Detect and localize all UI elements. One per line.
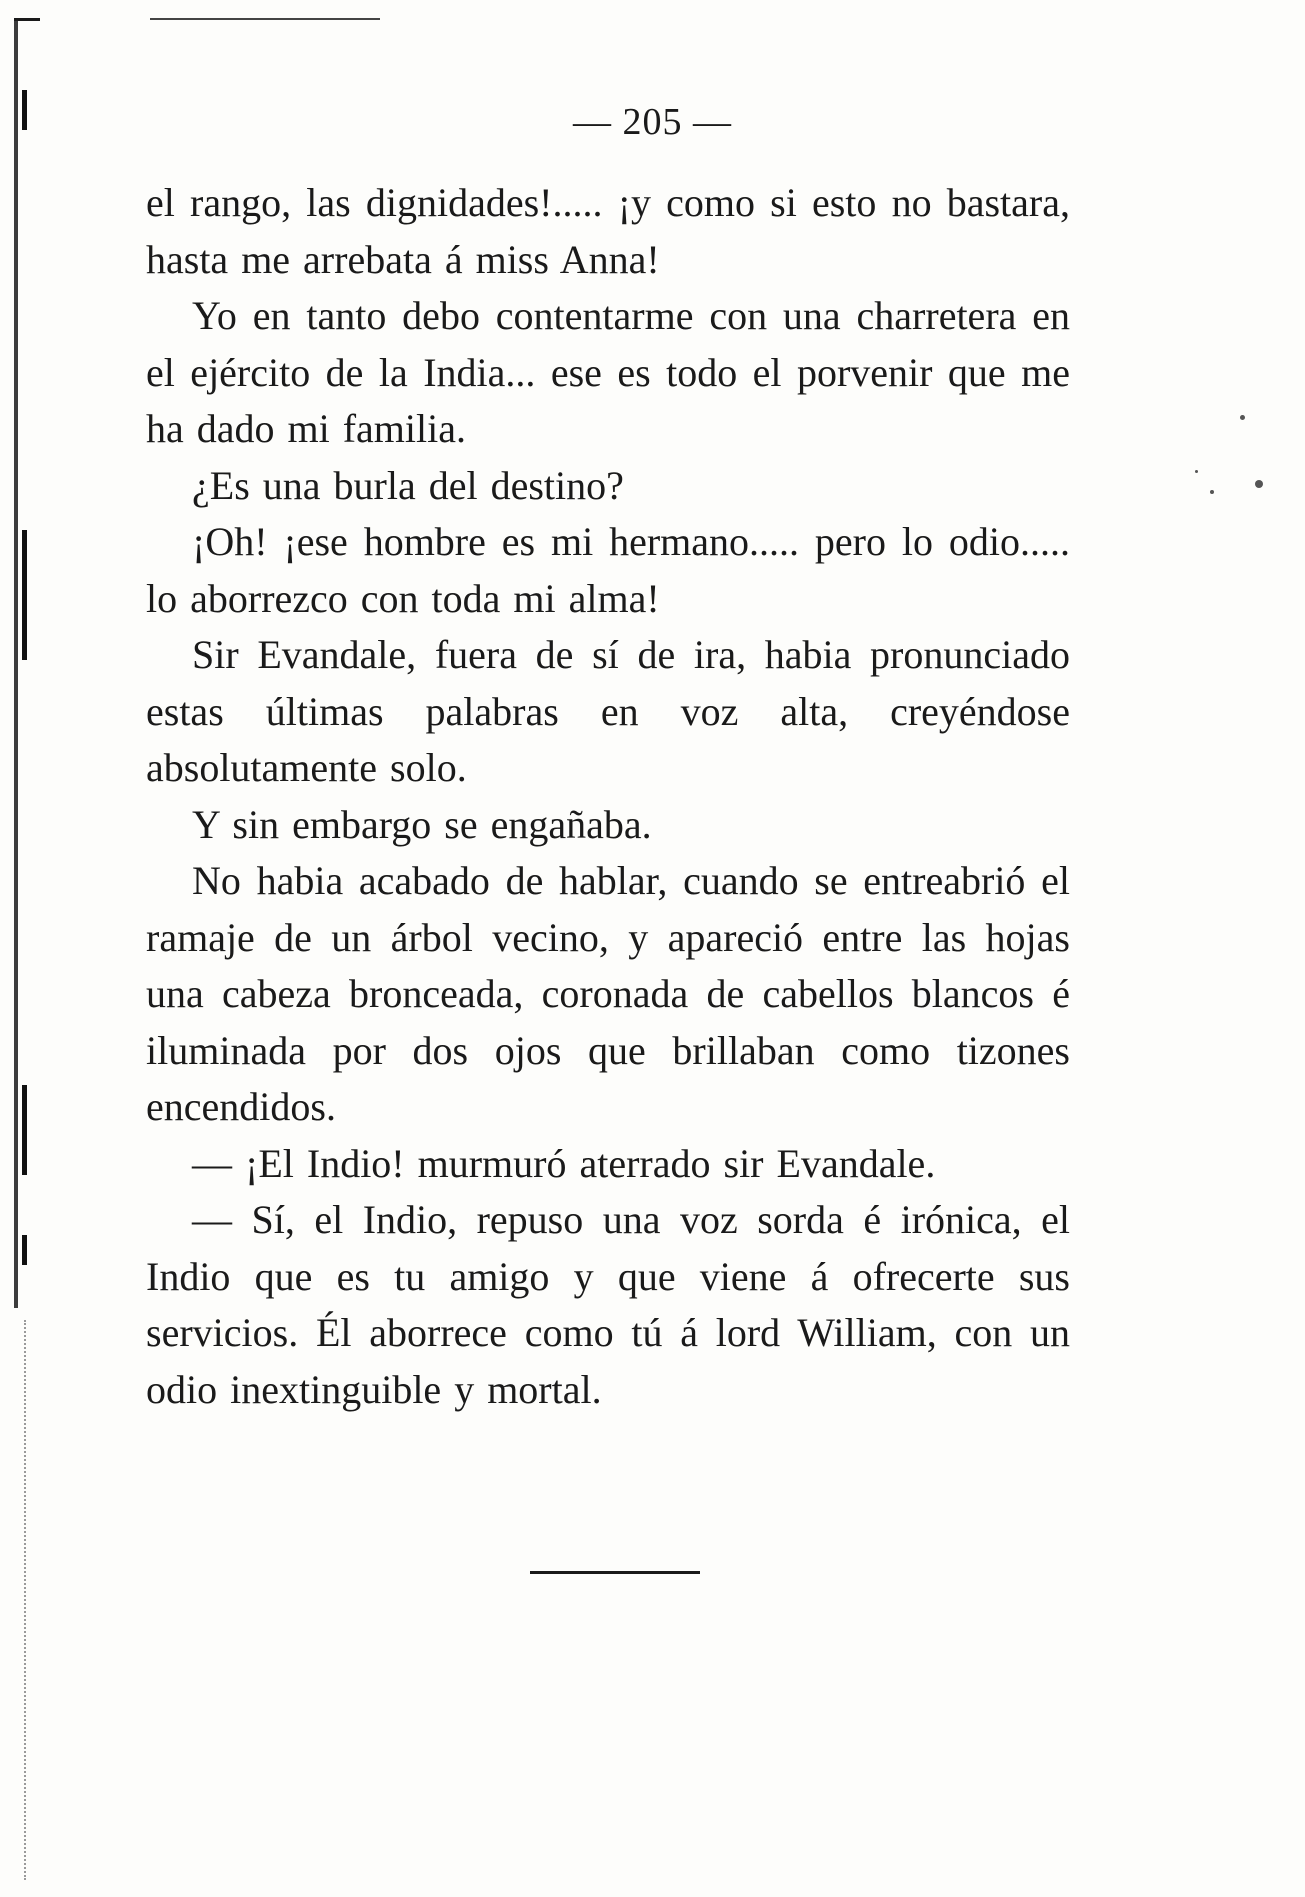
paragraph: el rango, las dignidades!..... ¡y como si esto no bastara, hasta me arrebata á miss Anna! — [146, 180, 1070, 282]
paragraph: Yo en tanto debo contentarme con una charretera en el ejército de la India... ese es todo el porvenir que me ha dado mi familia. — [146, 293, 1070, 451]
left-edge-mark — [22, 1235, 27, 1265]
left-edge-dots — [24, 1320, 28, 1880]
ink-speck — [1255, 480, 1263, 488]
paragraph: ¡Oh! ¡ese hombre es mi hermano..... pero lo odio..... lo aborrezco con toda mi alma! — [146, 519, 1070, 621]
paragraph: No habia acabado de hablar, cuando se entreabrió el ramaje de un árbol vecino, y apareció entre las hojas una cabeza bronceada, coronada de cabellos blancos é iluminada por dos ojos que brillaban como tizones encendidos. — [146, 858, 1070, 1129]
paragraph: Sir Evandale, fuera de sí de ira, habia pronunciado estas últimas palabras en voz alta, creyéndose absolutamente solo. — [146, 632, 1070, 790]
left-edge-mark — [22, 1085, 27, 1175]
body-text — [146, 175, 1070, 1418]
paragraph: ¿Es una burla del destino? — [192, 462, 624, 508]
ink-speck — [1195, 470, 1198, 473]
ink-speck — [1240, 415, 1245, 420]
ink-speck — [1210, 490, 1214, 494]
left-edge-rule — [14, 18, 18, 1308]
closing-rule — [530, 1571, 700, 1574]
paragraph: — Sí, el Indio, repuso una voz sorda é irónica, el Indio que es tu amigo y que viene á ofrecerte sus servicios. Él aborrece como tú á lord William, con un odio inextinguible y mortal. — [146, 1197, 1070, 1412]
paragraph: — ¡El Indio! murmuró aterrado sir Evandale. — [192, 1140, 936, 1186]
page-number: — 205 — — [573, 101, 732, 143]
left-edge-mark — [22, 530, 27, 660]
paragraph: Y sin embargo se engañaba. — [192, 801, 652, 847]
top-edge-rule — [150, 18, 380, 20]
